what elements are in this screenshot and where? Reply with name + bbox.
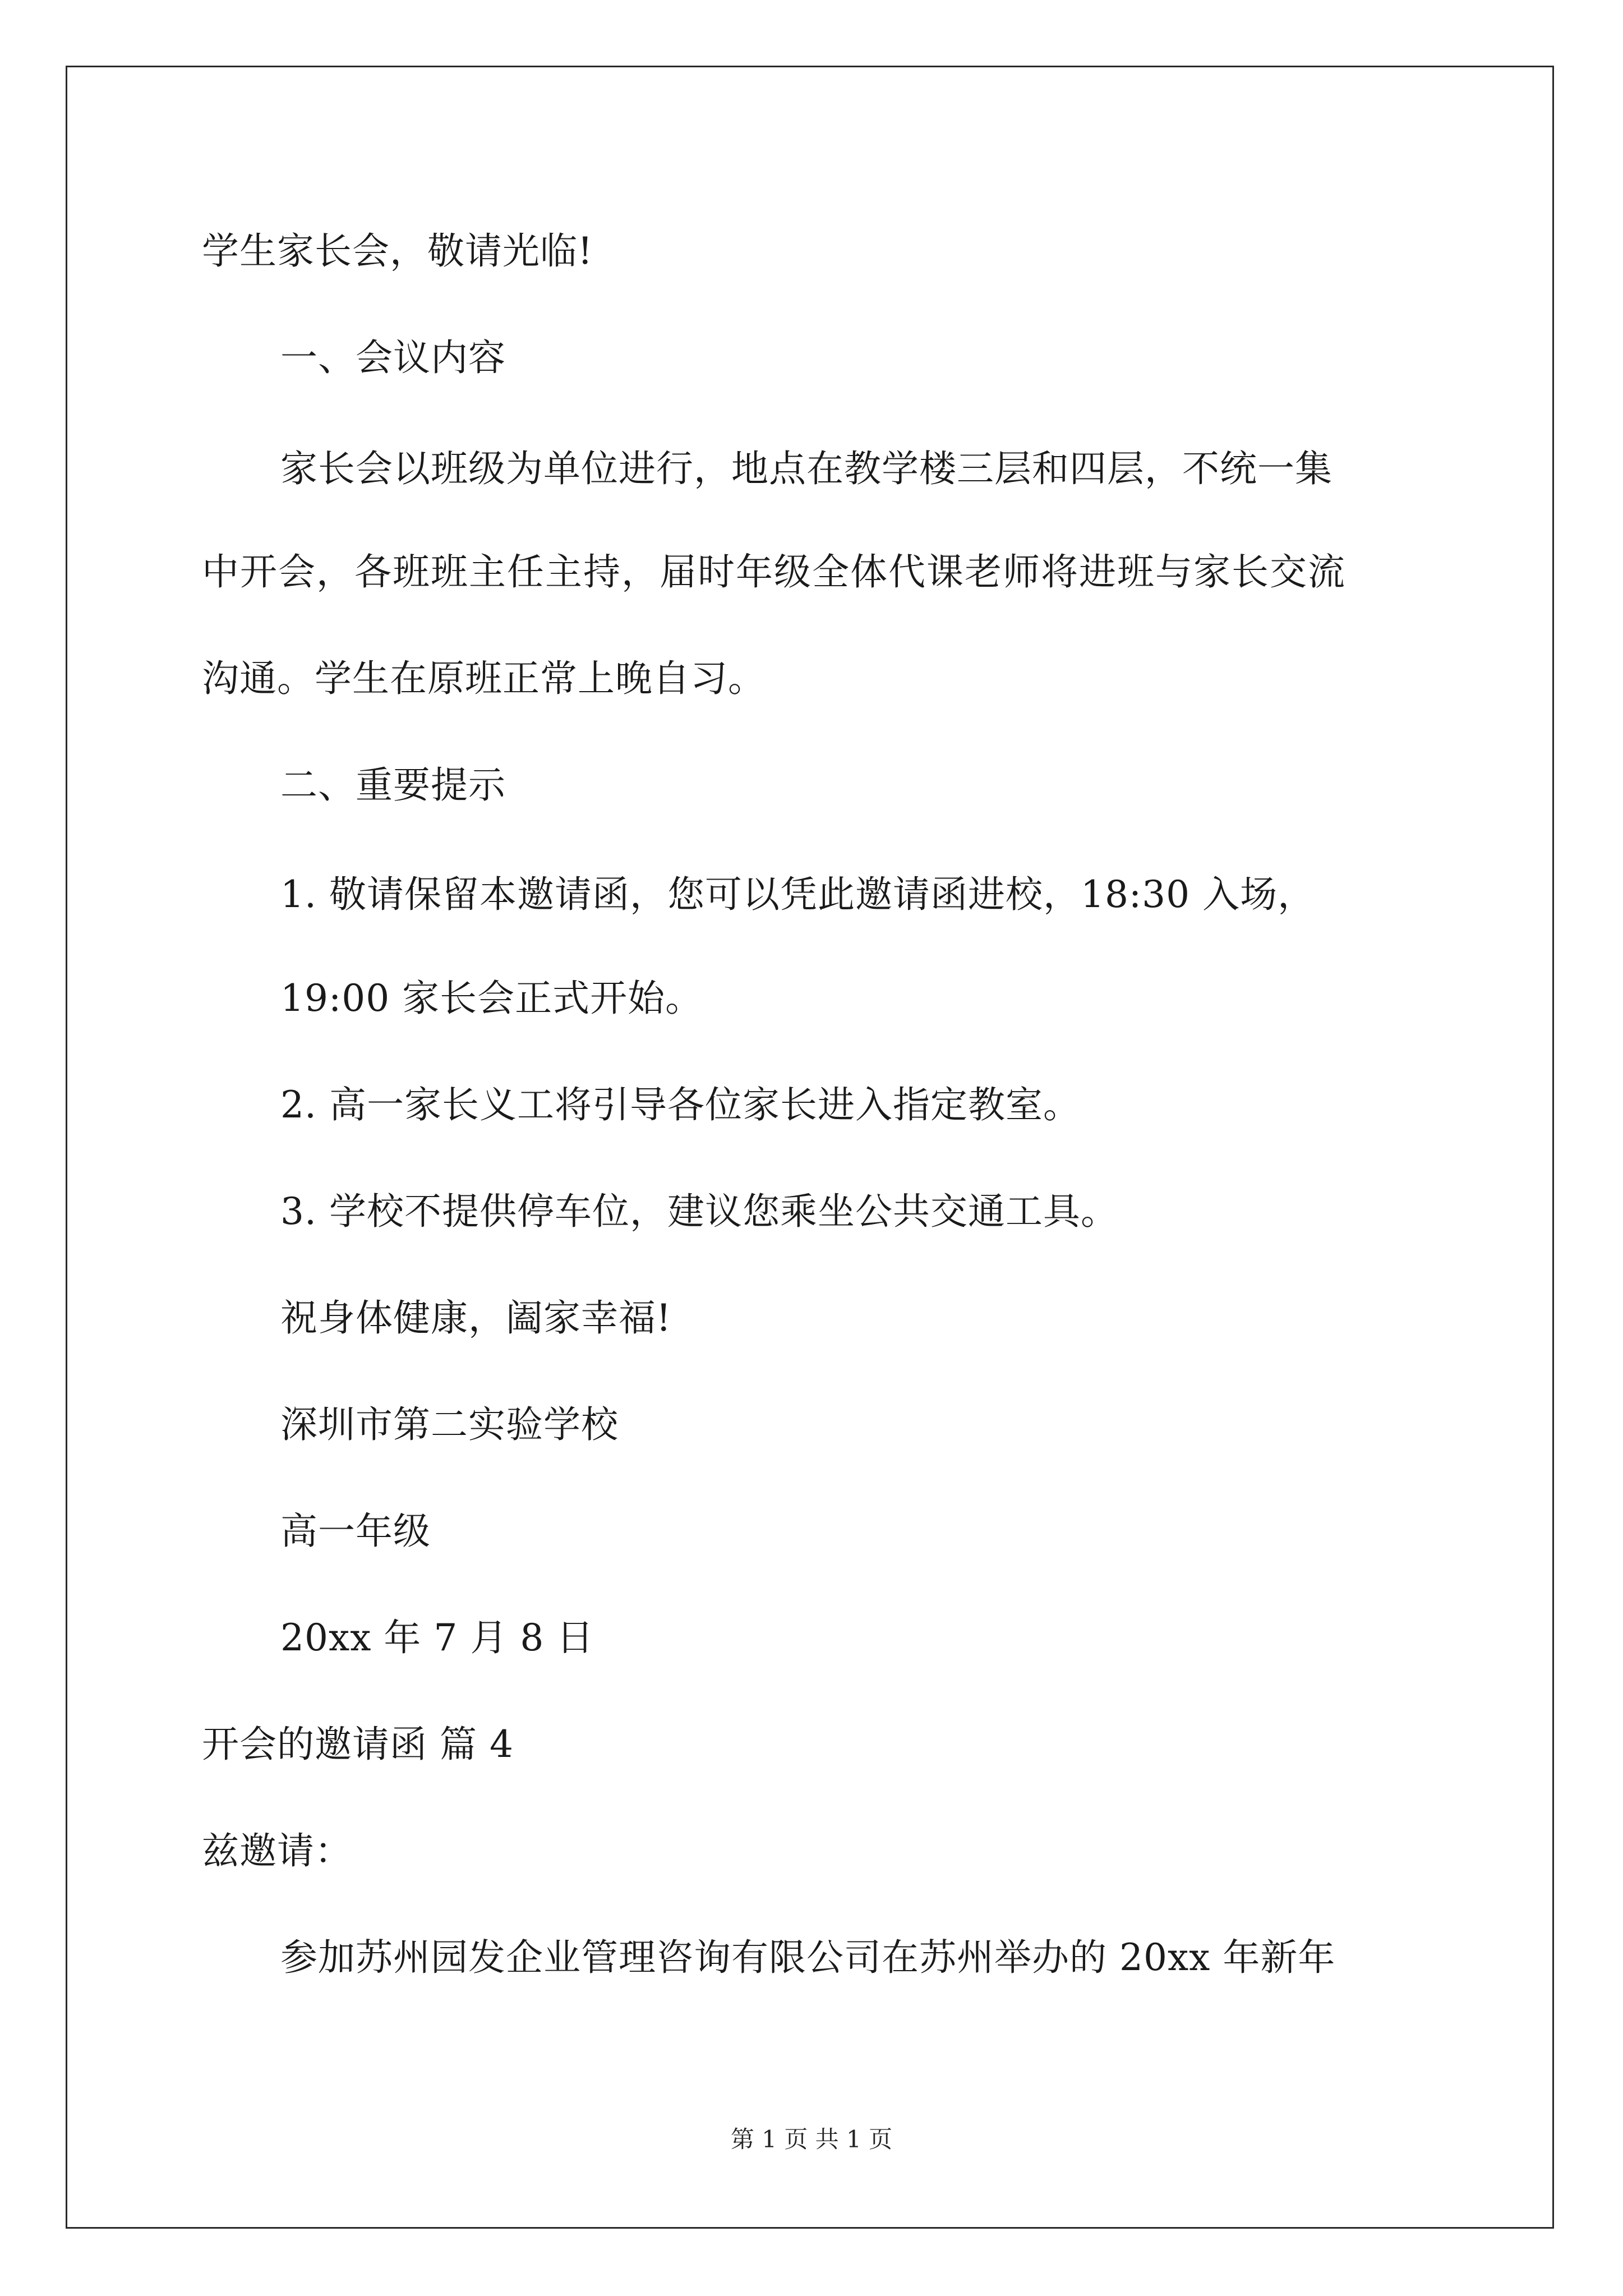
signature-date: 20xx 年 7 月 8 日	[280, 1616, 594, 1659]
heading-important-notes: 二、重要提示	[280, 763, 506, 807]
signature-grade: 高一年级	[280, 1510, 431, 1553]
note-item-1: 1. 敬请保留本邀请函，您可以凭此邀请函进校，18:30 入场，	[280, 873, 1316, 916]
closing-wishes: 祝身体健康，阖家幸福!	[280, 1296, 672, 1340]
section-title: 开会的邀请函 篇 4	[202, 1723, 514, 1766]
invitation-opening: 兹邀请：	[202, 1829, 352, 1872]
heading-meeting-content: 一、会议内容	[280, 336, 506, 379]
invitation-body-line-1: 参加苏州园发企业管理咨询有限公司在苏州举办的 20xx 年新年	[280, 1936, 1336, 1979]
paragraph-line-1: 家长会以班级为单位进行，地点在教学楼三层和四层，不统一集	[280, 447, 1332, 490]
note-item-3: 3. 学校不提供停车位，建议您乘坐公共交通工具。	[280, 1190, 1118, 1233]
note-item-1-continued: 19:00 家长会正式开始。	[280, 977, 703, 1020]
text-line-greeting-end: 学生家长会，敬请光临!	[202, 229, 593, 273]
page-border	[66, 66, 1554, 2229]
paragraph-line-3: 沟通。学生在原班正常上晚自习。	[202, 657, 766, 700]
page-footer: 第 1 页 共 1 页	[730, 2125, 893, 2153]
paragraph-line-2: 中开会，各班班主任主持，届时年级全体代课老师将进班与家长交流	[202, 550, 1346, 593]
signature-school: 深圳市第二实验学校	[280, 1403, 619, 1446]
note-item-2: 2. 高一家长义工将引导各位家长进入指定教室。	[280, 1083, 1081, 1126]
